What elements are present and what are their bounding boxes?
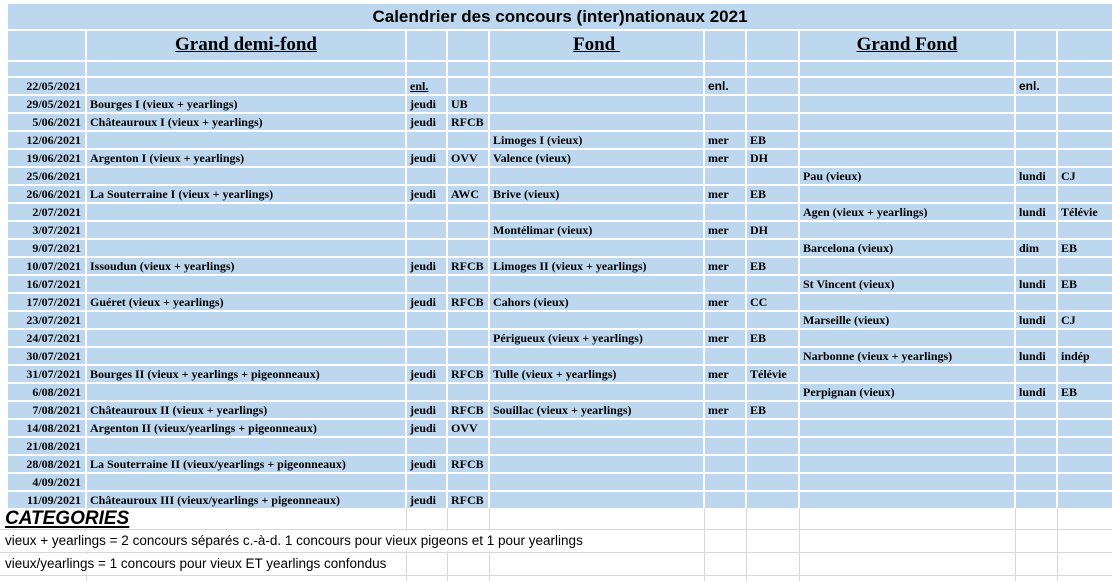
cell-gf-day: lundi bbox=[1016, 276, 1056, 292]
categories-heading: CATEGORIES bbox=[5, 509, 137, 528]
cell-date: 14/08/2021 bbox=[8, 420, 85, 436]
cell-fond-name: Cahors (vieux) bbox=[490, 294, 703, 310]
cell-gdf-day bbox=[407, 276, 446, 292]
gridline-v bbox=[704, 508, 705, 581]
cell-gf-day bbox=[1016, 474, 1056, 490]
cell-gdf-day: jeudi bbox=[407, 402, 446, 418]
cell-fond-org bbox=[747, 348, 798, 364]
cell-fond-name bbox=[490, 96, 703, 112]
cell-date: 22/05/2021 bbox=[8, 78, 85, 94]
cell-gdf-day: jeudi bbox=[407, 492, 446, 508]
cell-date: 2/07/2021 bbox=[8, 204, 85, 220]
cell-gdf-name: La Souterraine I (vieux + yearlings) bbox=[87, 186, 405, 202]
cell-gdf-org: RFCB bbox=[448, 402, 488, 418]
cell-gdf-day: jeudi bbox=[407, 186, 446, 202]
footer-area bbox=[0, 508, 1112, 581]
cell-gf-day: lundi bbox=[1016, 168, 1056, 184]
cell-gdf-name bbox=[87, 348, 405, 364]
cell-gf-day: lundi bbox=[1016, 348, 1056, 364]
cell-date: 29/05/2021 bbox=[8, 96, 85, 112]
cell-gf-org: EB bbox=[1058, 276, 1112, 292]
cell-gdf-name bbox=[87, 312, 405, 328]
header-cell bbox=[1058, 31, 1112, 60]
cell-fond-name bbox=[490, 456, 703, 472]
cell-fond-day bbox=[705, 312, 745, 328]
cell-fond-org bbox=[747, 78, 798, 94]
cell-gf-name bbox=[800, 186, 1014, 202]
empty-cell bbox=[8, 62, 85, 76]
cell-gdf-name bbox=[87, 222, 405, 238]
cell-gf-day bbox=[1016, 456, 1056, 472]
cell-gdf-org bbox=[448, 330, 488, 346]
cell-gdf-org bbox=[448, 438, 488, 454]
cell-fond-org: EB bbox=[747, 402, 798, 418]
cell-fond-day bbox=[705, 114, 745, 130]
cell-gf-name bbox=[800, 132, 1014, 148]
cell-fond-name: Brive (vieux) bbox=[490, 186, 703, 202]
cell-fond-org: EB bbox=[747, 258, 798, 274]
cell-gdf-org: AWC bbox=[448, 186, 488, 202]
cell-fond-name bbox=[490, 114, 703, 130]
cell-fond-name: Tulle (vieux + yearlings) bbox=[490, 366, 703, 382]
cell-gf-day bbox=[1016, 222, 1056, 238]
cell-gf-name bbox=[800, 420, 1014, 436]
cell-fond-day: mer bbox=[705, 150, 745, 166]
cell-fond-org bbox=[747, 168, 798, 184]
cell-gf-name bbox=[800, 294, 1014, 310]
gridline-h bbox=[0, 575, 1112, 576]
cell-gf-org bbox=[1058, 294, 1112, 310]
cell-gdf-name bbox=[87, 276, 405, 292]
header-cell bbox=[705, 31, 745, 60]
cell-gdf-name bbox=[87, 78, 405, 94]
cell-gdf-org bbox=[448, 168, 488, 184]
cell-gf-day bbox=[1016, 132, 1056, 148]
gridline-v bbox=[799, 508, 800, 581]
cell-gf-org bbox=[1058, 402, 1112, 418]
cell-gf-day bbox=[1016, 96, 1056, 112]
cell-gdf-day bbox=[407, 132, 446, 148]
empty-cell bbox=[705, 62, 745, 76]
header-cell bbox=[747, 31, 798, 60]
empty-cell bbox=[87, 62, 405, 76]
cell-gdf-day: jeudi bbox=[407, 456, 446, 472]
cell-gf-org bbox=[1058, 366, 1112, 382]
cell-gdf-org: RFCB bbox=[448, 456, 488, 472]
cell-gf-day bbox=[1016, 402, 1056, 418]
cell-fond-day bbox=[705, 96, 745, 112]
section-header-label: Grand Fond bbox=[856, 34, 958, 55]
cell-fond-day: mer bbox=[705, 330, 745, 346]
cell-gdf-day bbox=[407, 348, 446, 364]
cell-fond-day: mer bbox=[705, 294, 745, 310]
cell-gf-day: dim bbox=[1016, 240, 1056, 256]
cell-gf-name bbox=[800, 438, 1014, 454]
cell-gf-org bbox=[1058, 330, 1112, 346]
cell-fond-org: Télévie bbox=[747, 366, 798, 382]
cell-fond-org bbox=[747, 438, 798, 454]
cell-fond-org: EB bbox=[747, 186, 798, 202]
cell-gdf-day bbox=[407, 312, 446, 328]
cell-fond-org bbox=[747, 492, 798, 508]
cell-fond-org bbox=[747, 384, 798, 400]
cell-fond-day: mer bbox=[705, 186, 745, 202]
cell-gf-name: Perpignan (vieux) bbox=[800, 384, 1014, 400]
gridline-v bbox=[746, 508, 747, 581]
cell-gdf-name bbox=[87, 168, 405, 184]
cell-date: 4/09/2021 bbox=[8, 474, 85, 490]
empty-cell bbox=[448, 62, 488, 76]
cell-date: 31/07/2021 bbox=[8, 366, 85, 382]
section-header-fond bbox=[490, 31, 703, 60]
cell-gf-org bbox=[1058, 96, 1112, 112]
cell-fond-day: mer bbox=[705, 258, 745, 274]
cell-date: 5/06/2021 bbox=[8, 114, 85, 130]
cell-gdf-day: jeudi bbox=[407, 366, 446, 382]
cell-gf-name: Barcelona (vieux) bbox=[800, 240, 1014, 256]
cell-fond-org: DH bbox=[747, 222, 798, 238]
section-header-label: Grand demi-fond bbox=[175, 34, 317, 55]
cell-gf-day: enl. bbox=[1016, 78, 1056, 94]
cell-gf-day bbox=[1016, 492, 1056, 508]
cell-gdf-day bbox=[407, 168, 446, 184]
cell-fond-day bbox=[705, 474, 745, 490]
cell-date: 30/07/2021 bbox=[8, 348, 85, 364]
cell-fond-org: DH bbox=[747, 150, 798, 166]
cell-gf-name bbox=[800, 114, 1014, 130]
cell-gdf-org bbox=[448, 222, 488, 238]
cell-date: 25/06/2021 bbox=[8, 168, 85, 184]
cell-fond-name: Souillac (vieux + yearlings) bbox=[490, 402, 703, 418]
cell-fond-name bbox=[490, 168, 703, 184]
cell-fond-day bbox=[705, 240, 745, 256]
cell-fond-name bbox=[490, 240, 703, 256]
cell-gdf-org bbox=[448, 384, 488, 400]
cell-fond-day bbox=[705, 420, 745, 436]
cell-gf-day bbox=[1016, 294, 1056, 310]
cell-gdf-name: Châteauroux II (vieux + yearlings) bbox=[87, 402, 405, 418]
cell-gf-name bbox=[800, 78, 1014, 94]
empty-cell bbox=[1016, 62, 1056, 76]
empty-cell bbox=[1058, 62, 1112, 76]
cell-date: 26/06/2021 bbox=[8, 186, 85, 202]
cell-date: 17/07/2021 bbox=[8, 294, 85, 310]
cell-gf-org bbox=[1058, 186, 1112, 202]
cell-gdf-org bbox=[448, 474, 488, 490]
cell-gf-name: Pau (vieux) bbox=[800, 168, 1014, 184]
cell-gdf-name: Issoudun (vieux + yearlings) bbox=[87, 258, 405, 274]
cell-gdf-org bbox=[448, 276, 488, 292]
cell-gdf-org: RFCB bbox=[448, 492, 488, 508]
cell-gf-name: Marseille (vieux) bbox=[800, 312, 1014, 328]
cell-gdf-name bbox=[87, 438, 405, 454]
cell-fond-name: Valence (vieux) bbox=[490, 150, 703, 166]
cell-fond-org bbox=[747, 114, 798, 130]
cell-fond-name bbox=[490, 474, 703, 490]
gridline-h bbox=[0, 552, 1112, 553]
cell-gdf-day: jeudi bbox=[407, 294, 446, 310]
cell-date: 24/07/2021 bbox=[8, 330, 85, 346]
cell-gdf-org: RFCB bbox=[448, 366, 488, 382]
empty-cell bbox=[800, 62, 1014, 76]
cell-fond-name bbox=[490, 420, 703, 436]
cell-fond-name bbox=[490, 276, 703, 292]
cell-gdf-name: Châteauroux III (vieux/yearlings + pigeonneaux) bbox=[87, 492, 405, 508]
cell-gdf-org: OVV bbox=[448, 150, 488, 166]
cell-gdf-name: Argenton I (vieux + yearlings) bbox=[87, 150, 405, 166]
cell-fond-name bbox=[490, 438, 703, 454]
cell-fond-org: CC bbox=[747, 294, 798, 310]
cell-fond-name bbox=[490, 384, 703, 400]
cell-gdf-name bbox=[87, 474, 405, 490]
cell-gf-day: lundi bbox=[1016, 204, 1056, 220]
cell-gf-org bbox=[1058, 114, 1112, 130]
cell-gf-name bbox=[800, 474, 1014, 490]
cell-date: 3/07/2021 bbox=[8, 222, 85, 238]
cell-date: 10/07/2021 bbox=[8, 258, 85, 274]
cell-gf-day bbox=[1016, 258, 1056, 274]
cell-gdf-org: RFCB bbox=[448, 258, 488, 274]
cell-gf-name: Narbonne (vieux + yearlings) bbox=[800, 348, 1014, 364]
cell-date: 23/07/2021 bbox=[8, 312, 85, 328]
cell-gdf-name bbox=[87, 330, 405, 346]
cell-gf-name bbox=[800, 402, 1014, 418]
cell-gf-org bbox=[1058, 438, 1112, 454]
page-title: Calendrier des concours (inter)nationaux 2021 bbox=[8, 4, 1112, 29]
cell-fond-day: mer bbox=[705, 222, 745, 238]
gridline-v bbox=[1015, 508, 1016, 581]
cell-date: 7/08/2021 bbox=[8, 402, 85, 418]
cell-gf-day bbox=[1016, 114, 1056, 130]
cell-gdf-day bbox=[407, 384, 446, 400]
cell-gf-name bbox=[800, 492, 1014, 508]
cell-gf-org bbox=[1058, 456, 1112, 472]
cell-gf-org bbox=[1058, 474, 1112, 490]
cell-gdf-org bbox=[448, 132, 488, 148]
cell-fond-day bbox=[705, 456, 745, 472]
cell-fond-day bbox=[705, 438, 745, 454]
cell-date: 9/07/2021 bbox=[8, 240, 85, 256]
cell-fond-org: EB bbox=[747, 330, 798, 346]
header-cell bbox=[448, 31, 488, 60]
cell-gf-day bbox=[1016, 150, 1056, 166]
cell-gdf-day bbox=[407, 240, 446, 256]
cell-fond-day bbox=[705, 384, 745, 400]
cell-gdf-org bbox=[448, 240, 488, 256]
cell-gdf-day bbox=[407, 474, 446, 490]
cell-date: 19/06/2021 bbox=[8, 150, 85, 166]
cell-gf-org: EB bbox=[1058, 240, 1112, 256]
gridline-h bbox=[0, 529, 1112, 530]
cell-gf-name bbox=[800, 96, 1014, 112]
cell-gf-day bbox=[1016, 420, 1056, 436]
cell-gf-day: lundi bbox=[1016, 384, 1056, 400]
cell-fond-name bbox=[490, 78, 703, 94]
cell-gdf-name bbox=[87, 204, 405, 220]
cell-fond-day bbox=[705, 204, 745, 220]
cell-gf-org bbox=[1058, 420, 1112, 436]
cell-fond-day: mer bbox=[705, 402, 745, 418]
cell-fond-name: Limoges II (vieux + yearlings) bbox=[490, 258, 703, 274]
cell-fond-org bbox=[747, 474, 798, 490]
cell-gf-day: lundi bbox=[1016, 312, 1056, 328]
cell-gdf-org: UB bbox=[448, 96, 488, 112]
cell-gf-org: Télévie bbox=[1058, 204, 1112, 220]
cell-gf-org: CJ bbox=[1058, 312, 1112, 328]
cell-date: 28/08/2021 bbox=[8, 456, 85, 472]
empty-cell bbox=[747, 62, 798, 76]
cell-gdf-day: jeudi bbox=[407, 420, 446, 436]
cell-fond-org bbox=[747, 312, 798, 328]
gridline-v bbox=[1057, 508, 1058, 581]
header-cell-date bbox=[8, 31, 85, 60]
cell-gf-day bbox=[1016, 366, 1056, 382]
cell-gdf-name: Guéret (vieux + yearlings) bbox=[87, 294, 405, 310]
empty-cell bbox=[407, 62, 446, 76]
section-header-grand-demi-fond bbox=[87, 31, 405, 60]
cell-gdf-org: OVV bbox=[448, 420, 488, 436]
cell-fond-day bbox=[705, 492, 745, 508]
cell-gf-name bbox=[800, 456, 1014, 472]
footer-note-1: vieux + yearlings = 2 concours séparés c.-à-d. 1 concours pour vieux pigeons et 1 pour yearlings bbox=[5, 531, 593, 551]
cell-fond-org: EB bbox=[747, 132, 798, 148]
cell-fond-name bbox=[490, 492, 703, 508]
cell-gdf-name bbox=[87, 384, 405, 400]
cell-gdf-org: RFCB bbox=[448, 294, 488, 310]
cell-gdf-day: jeudi bbox=[407, 114, 446, 130]
cell-date: 6/08/2021 bbox=[8, 384, 85, 400]
cell-gf-org bbox=[1058, 258, 1112, 274]
cell-fond-org bbox=[747, 276, 798, 292]
cell-gdf-name: Argenton II (vieux/yearlings + pigeonneaux) bbox=[87, 420, 405, 436]
cell-gdf-day bbox=[407, 438, 446, 454]
cell-fond-org bbox=[747, 240, 798, 256]
cell-fond-name: Limoges I (vieux) bbox=[490, 132, 703, 148]
cell-gdf-name: Châteauroux I (vieux + yearlings) bbox=[87, 114, 405, 130]
cell-fond-name bbox=[490, 312, 703, 328]
cell-date: 16/07/2021 bbox=[8, 276, 85, 292]
header-cell bbox=[407, 31, 446, 60]
section-header-label: Fond bbox=[573, 34, 620, 55]
footer-note-2: vieux/yearlings = 1 concours pour vieux ET yearlings confondus bbox=[5, 554, 396, 574]
cell-date: 12/06/2021 bbox=[8, 132, 85, 148]
cell-gf-name: Agen (vieux + yearlings) bbox=[800, 204, 1014, 220]
cell-fond-day bbox=[705, 276, 745, 292]
cell-gdf-day: enl. bbox=[407, 78, 446, 94]
cell-gf-name bbox=[800, 366, 1014, 382]
cell-gf-org bbox=[1058, 150, 1112, 166]
cell-gf-org: EB bbox=[1058, 384, 1112, 400]
cell-gdf-org bbox=[448, 78, 488, 94]
cell-fond-org bbox=[747, 456, 798, 472]
cell-gf-org bbox=[1058, 222, 1112, 238]
cell-gf-day bbox=[1016, 186, 1056, 202]
cell-gdf-name bbox=[87, 240, 405, 256]
cell-gdf-name: Bourges I (vieux + yearlings) bbox=[87, 96, 405, 112]
cell-fond-org bbox=[747, 420, 798, 436]
cell-gdf-day: jeudi bbox=[407, 150, 446, 166]
cell-fond-name bbox=[490, 204, 703, 220]
cell-gf-name bbox=[800, 150, 1014, 166]
cell-gf-name bbox=[800, 330, 1014, 346]
cell-gdf-day bbox=[407, 204, 446, 220]
cell-gf-org bbox=[1058, 132, 1112, 148]
cell-gdf-day bbox=[407, 330, 446, 346]
cell-fond-org bbox=[747, 96, 798, 112]
cell-fond-day bbox=[705, 168, 745, 184]
cell-gf-org: indép bbox=[1058, 348, 1112, 364]
cell-fond-org bbox=[747, 204, 798, 220]
cell-fond-day: mer bbox=[705, 132, 745, 148]
cell-gf-name bbox=[800, 222, 1014, 238]
header-cell bbox=[1016, 31, 1056, 60]
cell-fond-name bbox=[490, 348, 703, 364]
cell-gdf-name: Bourges II (vieux + yearlings + pigeonneaux) bbox=[87, 366, 405, 382]
cell-gf-org bbox=[1058, 78, 1112, 94]
cell-date: 21/08/2021 bbox=[8, 438, 85, 454]
section-header-grand-fond bbox=[800, 31, 1014, 60]
cell-gf-name: St Vincent (vieux) bbox=[800, 276, 1014, 292]
cell-gdf-day bbox=[407, 222, 446, 238]
cell-fond-day: mer bbox=[705, 366, 745, 382]
empty-cell bbox=[490, 62, 703, 76]
cell-gdf-org bbox=[448, 204, 488, 220]
cell-gdf-org bbox=[448, 348, 488, 364]
cell-gdf-name bbox=[87, 132, 405, 148]
cell-fond-name: Périgueux (vieux + yearlings) bbox=[490, 330, 703, 346]
cell-fond-day bbox=[705, 348, 745, 364]
cell-gf-day bbox=[1016, 438, 1056, 454]
cell-gdf-day: jeudi bbox=[407, 96, 446, 112]
cell-gdf-name: La Souterraine II (vieux/yearlings + pigeonneaux) bbox=[87, 456, 405, 472]
cell-gdf-org: RFCB bbox=[448, 114, 488, 130]
cell-gf-day bbox=[1016, 330, 1056, 346]
cell-gf-name bbox=[800, 258, 1014, 274]
cell-gf-org: CJ bbox=[1058, 168, 1112, 184]
cell-gdf-day: jeudi bbox=[407, 258, 446, 274]
cell-gdf-org bbox=[448, 312, 488, 328]
cell-date: 11/09/2021 bbox=[8, 492, 85, 508]
cell-gf-org bbox=[1058, 492, 1112, 508]
cell-fond-day: enl. bbox=[705, 78, 745, 94]
cell-fond-name: Montélimar (vieux) bbox=[490, 222, 703, 238]
